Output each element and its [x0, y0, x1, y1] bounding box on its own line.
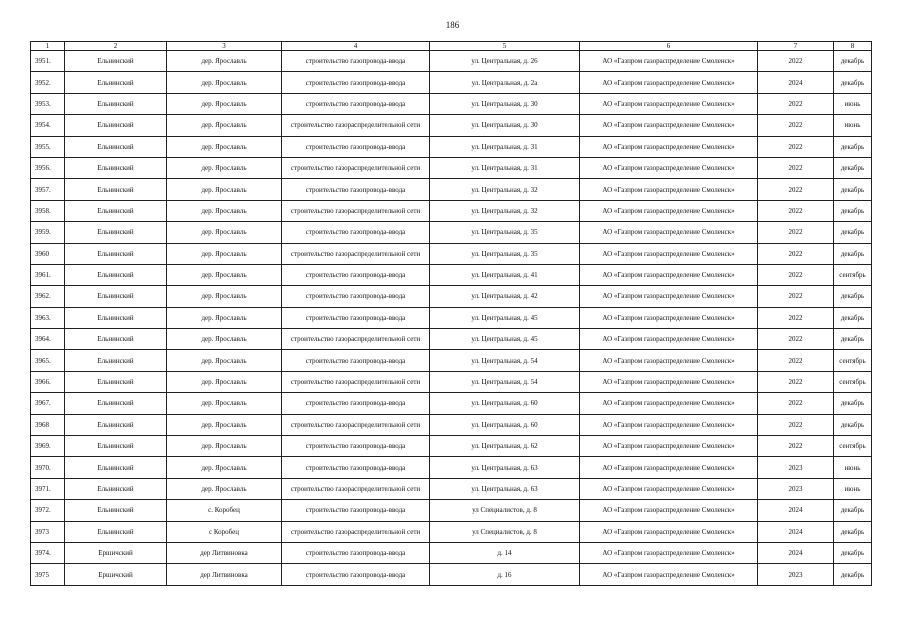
cell-settlement: с Коробец [167, 521, 282, 542]
cell-year: 2023 [758, 478, 834, 499]
cell-month: декабрь [834, 51, 872, 72]
cell-work-type: строительство газораспределительной сети [282, 329, 430, 350]
cell-number: 3975 [31, 564, 65, 585]
cell-month: декабрь [834, 286, 872, 307]
cell-organization: АО «Газпром газораспределение Смоленск» [580, 179, 758, 200]
cell-district: Ершичский [65, 564, 167, 585]
column-header-month: 8 [834, 42, 872, 51]
cell-work-type: строительство газораспределительной сети [282, 521, 430, 542]
cell-district: Ершичский [65, 542, 167, 563]
cell-work-type: строительство газораспределительной сети [282, 157, 430, 178]
cell-address: ул. Центральная, д. 32 [430, 179, 580, 200]
cell-district: Ельнинский [65, 200, 167, 221]
cell-organization: АО «Газпром газораспределение Смоленск» [580, 243, 758, 264]
table-row [31, 457, 872, 478]
cell-year: 2022 [758, 414, 834, 435]
table-row [31, 329, 872, 350]
cell-settlement: дер. Ярославль [167, 371, 282, 392]
column-header-district: 2 [65, 42, 167, 51]
cell-work-type: строительство газопровода-ввода [282, 93, 430, 114]
cell-month: сентябрь [834, 350, 872, 371]
table-row [31, 179, 872, 200]
cell-organization: АО «Газпром газораспределение Смоленск» [580, 51, 758, 72]
column-header-work-type: 4 [282, 42, 430, 51]
cell-district: Ельнинский [65, 179, 167, 200]
cell-month: декабрь [834, 414, 872, 435]
table-row [31, 542, 872, 563]
cell-number: 3968 [31, 414, 65, 435]
cell-year: 2022 [758, 136, 834, 157]
table-row [31, 51, 872, 72]
cell-settlement: дер. Ярославль [167, 414, 282, 435]
cell-district: Ельнинский [65, 457, 167, 478]
cell-year: 2022 [758, 371, 834, 392]
table-row [31, 393, 872, 414]
table-row [31, 521, 872, 542]
cell-number: 3960 [31, 243, 65, 264]
cell-month: июнь [834, 457, 872, 478]
cell-address: ул Специалистов, д. 8 [430, 521, 580, 542]
cell-district: Ельнинский [65, 393, 167, 414]
cell-work-type: строительство газопровода-ввода [282, 286, 430, 307]
cell-address: ул. Центральная, д. 32 [430, 200, 580, 221]
cell-organization: АО «Газпром газораспределение Смоленск» [580, 542, 758, 563]
cell-work-type: строительство газораспределительной сети [282, 371, 430, 392]
table-header [31, 42, 872, 51]
table-row [31, 243, 872, 264]
cell-year: 2022 [758, 436, 834, 457]
cell-year: 2024 [758, 72, 834, 93]
cell-organization: АО «Газпром газораспределение Смоленск» [580, 350, 758, 371]
cell-work-type: строительство газопровода-ввода [282, 72, 430, 93]
cell-settlement: с. Коробец [167, 500, 282, 521]
cell-address: ул. Центральная, д. 31 [430, 136, 580, 157]
cell-address: ул. Центральная, д. 60 [430, 414, 580, 435]
cell-work-type: строительство газопровода-ввода [282, 457, 430, 478]
cell-settlement: дер. Ярославль [167, 222, 282, 243]
cell-district: Ельнинский [65, 93, 167, 114]
cell-organization: АО «Газпром газораспределение Смоленск» [580, 286, 758, 307]
cell-settlement: дер Литвиновка [167, 542, 282, 563]
cell-settlement: дер. Ярославль [167, 329, 282, 350]
cell-month: июнь [834, 93, 872, 114]
cell-month: декабрь [834, 307, 872, 328]
cell-number: 3972. [31, 500, 65, 521]
cell-district: Ельнинский [65, 222, 167, 243]
cell-organization: АО «Газпром газораспределение Смоленск» [580, 157, 758, 178]
cell-year: 2023 [758, 457, 834, 478]
cell-address: ул. Центральная, д. 63 [430, 457, 580, 478]
header-row [31, 42, 872, 51]
cell-year: 2024 [758, 500, 834, 521]
cell-work-type: строительство газопровода-ввода [282, 542, 430, 563]
cell-organization: АО «Газпром газораспределение Смоленск» [580, 136, 758, 157]
column-header-settlement: 3 [167, 42, 282, 51]
cell-district: Ельнинский [65, 414, 167, 435]
cell-address: ул. Центральная, д. 42 [430, 286, 580, 307]
table-row [31, 222, 872, 243]
cell-work-type: строительство газораспределительной сети [282, 243, 430, 264]
cell-settlement: дер. Ярославль [167, 136, 282, 157]
cell-settlement: дер. Ярославль [167, 51, 282, 72]
cell-work-type: строительство газопровода-ввода [282, 393, 430, 414]
cell-number: 3974. [31, 542, 65, 563]
cell-year: 2022 [758, 157, 834, 178]
table-row [31, 200, 872, 221]
cell-district: Ельнинский [65, 136, 167, 157]
cell-organization: АО «Газпром газораспределение Смоленск» [580, 500, 758, 521]
cell-district: Ельнинский [65, 115, 167, 136]
cell-month: декабрь [834, 564, 872, 585]
cell-number: 3970. [31, 457, 65, 478]
cell-work-type: строительство газопровода-ввода [282, 564, 430, 585]
cell-number: 3967. [31, 393, 65, 414]
cell-address: ул. Центральная, д. 54 [430, 350, 580, 371]
cell-district: Ельнинский [65, 264, 167, 285]
cell-number: 3956. [31, 157, 65, 178]
cell-organization: АО «Газпром газораспределение Смоленск» [580, 371, 758, 392]
cell-month: декабрь [834, 329, 872, 350]
cell-organization: АО «Газпром газораспределение Смоленск» [580, 264, 758, 285]
cell-month: декабрь [834, 200, 872, 221]
cell-address: ул. Центральная, д. 63 [430, 478, 580, 499]
cell-month: декабрь [834, 500, 872, 521]
cell-settlement: дер. Ярославль [167, 243, 282, 264]
cell-organization: АО «Газпром газораспределение Смоленск» [580, 222, 758, 243]
cell-month: декабрь [834, 243, 872, 264]
cell-organization: АО «Газпром газораспределение Смоленск» [580, 478, 758, 499]
cell-year: 2022 [758, 286, 834, 307]
cell-number: 3951. [31, 51, 65, 72]
cell-address: ул Специалистов, д. 8 [430, 500, 580, 521]
cell-address: ул. Центральная, д. 45 [430, 307, 580, 328]
table-row [31, 157, 872, 178]
cell-work-type: строительство газораспределительной сети [282, 478, 430, 499]
cell-number: 3973 [31, 521, 65, 542]
cell-settlement: дер. Ярославль [167, 478, 282, 499]
cell-month: декабрь [834, 393, 872, 414]
table-row [31, 371, 872, 392]
cell-number: 3964. [31, 329, 65, 350]
cell-work-type: строительство газопровода-ввода [282, 350, 430, 371]
cell-address: ул. Центральная, д. 41 [430, 264, 580, 285]
cell-organization: АО «Газпром газораспределение Смоленск» [580, 457, 758, 478]
cell-district: Ельнинский [65, 329, 167, 350]
cell-number: 3958. [31, 200, 65, 221]
cell-number: 3966. [31, 371, 65, 392]
cell-number: 3965. [31, 350, 65, 371]
cell-work-type: строительство газопровода-ввода [282, 136, 430, 157]
cell-address: ул. Центральная, д. 35 [430, 243, 580, 264]
cell-number: 3963. [31, 307, 65, 328]
cell-number: 3953. [31, 93, 65, 114]
cell-work-type: строительство газораспределительной сети [282, 115, 430, 136]
cell-address: ул. Центральная, д. 30 [430, 115, 580, 136]
cell-settlement: дер. Ярославль [167, 393, 282, 414]
cell-number: 3952. [31, 72, 65, 93]
cell-month: сентябрь [834, 264, 872, 285]
table-row [31, 414, 872, 435]
cell-work-type: строительство газопровода-ввода [282, 436, 430, 457]
cell-year: 2022 [758, 222, 834, 243]
column-header-organization: 6 [580, 42, 758, 51]
cell-organization: АО «Газпром газораспределение Смоленск» [580, 393, 758, 414]
table-row [31, 564, 872, 585]
cell-district: Ельнинский [65, 51, 167, 72]
cell-year: 2022 [758, 350, 834, 371]
cell-organization: АО «Газпром газораспределение Смоленск» [580, 564, 758, 585]
cell-number: 3955. [31, 136, 65, 157]
cell-district: Ельнинский [65, 350, 167, 371]
cell-organization: АО «Газпром газораспределение Смоленск» [580, 329, 758, 350]
cell-organization: АО «Газпром газораспределение Смоленск» [580, 72, 758, 93]
cell-work-type: строительство газораспределительной сети [282, 414, 430, 435]
cell-settlement: дер. Ярославль [167, 457, 282, 478]
column-header-number: 1 [31, 42, 65, 51]
cell-work-type: строительство газопровода-ввода [282, 179, 430, 200]
cell-district: Ельнинский [65, 436, 167, 457]
cell-month: декабрь [834, 136, 872, 157]
cell-settlement: дер. Ярославль [167, 307, 282, 328]
cell-district: Ельнинский [65, 371, 167, 392]
cell-settlement: дер. Ярославль [167, 157, 282, 178]
cell-month: декабрь [834, 179, 872, 200]
cell-organization: АО «Газпром газораспределение Смоленск» [580, 307, 758, 328]
cell-district: Ельнинский [65, 521, 167, 542]
cell-address: ул. Центральная, д. 60 [430, 393, 580, 414]
cell-district: Ельнинский [65, 307, 167, 328]
cell-month: декабрь [834, 157, 872, 178]
cell-work-type: строительство газопровода-ввода [282, 307, 430, 328]
cell-number: 3962. [31, 286, 65, 307]
cell-year: 2022 [758, 393, 834, 414]
cell-number: 3954. [31, 115, 65, 136]
table-row [31, 286, 872, 307]
cell-district: Ельнинский [65, 72, 167, 93]
cell-settlement: дер Литвиновка [167, 564, 282, 585]
cell-settlement: дер. Ярославль [167, 436, 282, 457]
table-row [31, 136, 872, 157]
cell-organization: АО «Газпром газораспределение Смоленск» [580, 521, 758, 542]
cell-settlement: дер. Ярославль [167, 93, 282, 114]
column-header-address: 5 [430, 42, 580, 51]
table-body [31, 51, 872, 586]
cell-settlement: дер. Ярославль [167, 179, 282, 200]
cell-work-type: строительство газопровода-ввода [282, 51, 430, 72]
cell-year: 2024 [758, 521, 834, 542]
page-number: 186 [445, 20, 460, 30]
cell-district: Ельнинский [65, 243, 167, 264]
cell-number: 3961. [31, 264, 65, 285]
cell-settlement: дер. Ярославль [167, 264, 282, 285]
cell-year: 2022 [758, 115, 834, 136]
cell-address: д. 14 [430, 542, 580, 563]
cell-number: 3971. [31, 478, 65, 499]
cell-year: 2023 [758, 564, 834, 585]
cell-address: ул. Центральная, д. 35 [430, 222, 580, 243]
cell-settlement: дер. Ярославль [167, 350, 282, 371]
table-row [31, 500, 872, 521]
cell-month: декабрь [834, 542, 872, 563]
table-row [31, 478, 872, 499]
cell-address: ул. Центральная, д. 45 [430, 329, 580, 350]
column-header-year: 7 [758, 42, 834, 51]
cell-year: 2022 [758, 329, 834, 350]
cell-work-type: строительство газораспределительной сети [282, 200, 430, 221]
cell-address: ул. Центральная, д. 31 [430, 157, 580, 178]
cell-month: декабрь [834, 521, 872, 542]
cell-address: ул. Центральная, д. 62 [430, 436, 580, 457]
cell-year: 2022 [758, 264, 834, 285]
cell-district: Ельнинский [65, 286, 167, 307]
cell-year: 2024 [758, 542, 834, 563]
cell-work-type: строительство газопровода-ввода [282, 264, 430, 285]
cell-district: Ельнинский [65, 157, 167, 178]
cell-number: 3959. [31, 222, 65, 243]
cell-month: июнь [834, 115, 872, 136]
table-row [31, 115, 872, 136]
cell-settlement: дер. Ярославль [167, 72, 282, 93]
gasification-register-table [30, 41, 872, 586]
cell-address: ул. Центральная, д. 30 [430, 93, 580, 114]
cell-organization: АО «Газпром газораспределение Смоленск» [580, 115, 758, 136]
cell-settlement: дер. Ярославль [167, 286, 282, 307]
cell-settlement: дер. Ярославль [167, 115, 282, 136]
cell-organization: АО «Газпром газораспределение Смоленск» [580, 200, 758, 221]
cell-settlement: дер. Ярославль [167, 200, 282, 221]
cell-organization: АО «Газпром газораспределение Смоленск» [580, 436, 758, 457]
cell-year: 2022 [758, 243, 834, 264]
cell-month: сентябрь [834, 371, 872, 392]
cell-organization: АО «Газпром газораспределение Смоленск» [580, 414, 758, 435]
cell-address: ул. Центральная, д. 26 [430, 51, 580, 72]
cell-number: 3957. [31, 179, 65, 200]
table-row [31, 350, 872, 371]
cell-number: 3969. [31, 436, 65, 457]
table-row [31, 72, 872, 93]
cell-address: ул. Центральная, д. 54 [430, 371, 580, 392]
cell-month: декабрь [834, 72, 872, 93]
cell-month: июнь [834, 478, 872, 499]
cell-address: ул. Центральная, д. 2а [430, 72, 580, 93]
cell-year: 2022 [758, 307, 834, 328]
cell-month: сентябрь [834, 436, 872, 457]
table-row [31, 436, 872, 457]
cell-year: 2022 [758, 51, 834, 72]
cell-work-type: строительство газопровода-ввода [282, 222, 430, 243]
cell-month: декабрь [834, 222, 872, 243]
cell-organization: АО «Газпром газораспределение Смоленск» [580, 93, 758, 114]
table-row [31, 307, 872, 328]
table-row [31, 264, 872, 285]
cell-year: 2022 [758, 93, 834, 114]
cell-year: 2022 [758, 179, 834, 200]
cell-district: Ельнинский [65, 478, 167, 499]
cell-address: д. 16 [430, 564, 580, 585]
cell-work-type: строительство газопровода-ввода [282, 500, 430, 521]
table-row [31, 93, 872, 114]
cell-district: Ельнинский [65, 500, 167, 521]
cell-year: 2022 [758, 200, 834, 221]
